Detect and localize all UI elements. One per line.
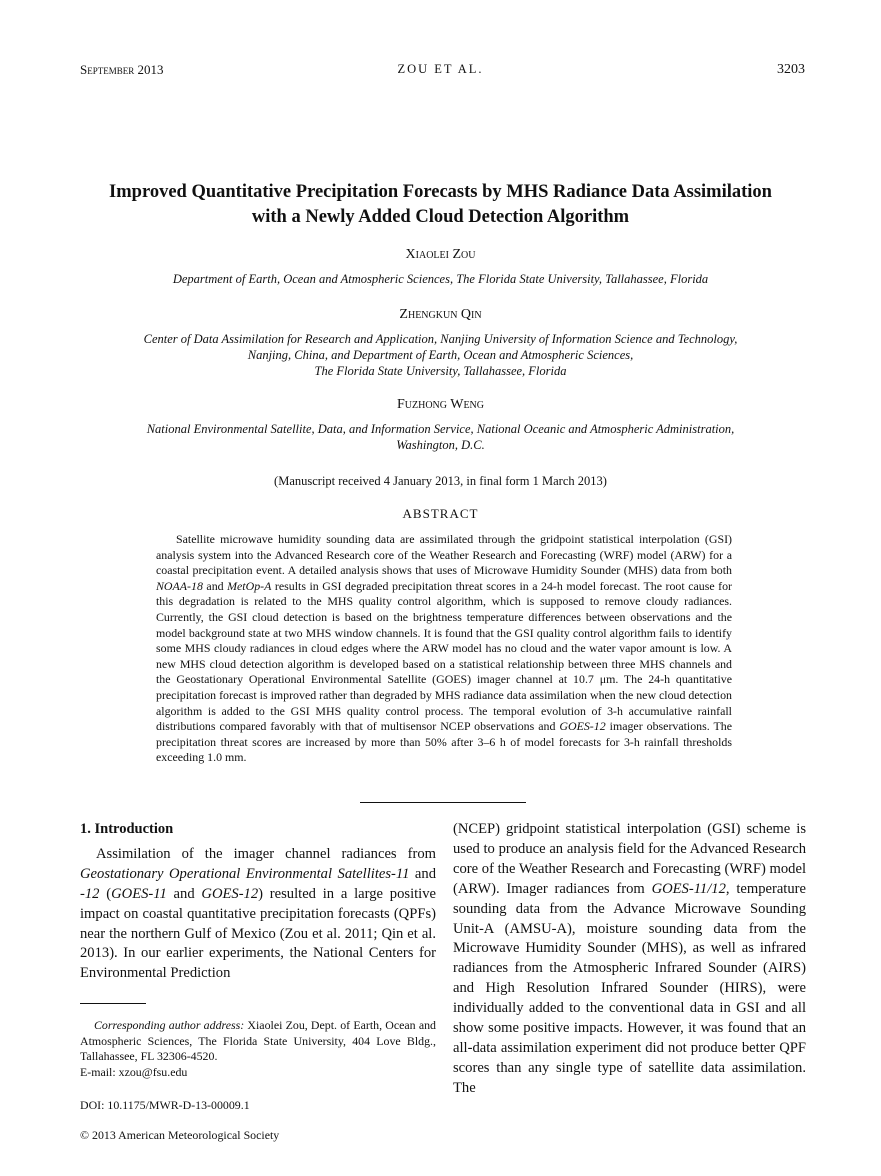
copyright: © 2013 American Meteorological Society	[80, 1128, 280, 1142]
author-affiliation-3: National Environmental Satellite, Data, and Information Service, National Oceanic and Atmospheric Administration, Washington, D.C.	[146, 422, 735, 452]
intro-paragraph: Assimilation of the imager channel radiances from Geostationary Operational Environmental Satellites-11 and -12 (GOES-11 and GOES-12) resulted in a large positive impact on coastal quantitative precipitation forecasts (QPFs) near the northern Gulf of Mexico (Zou et al. 2011; Qin et al. 2013). In our earlier experiments, the National Centers for Environmental Prediction	[80, 845, 437, 982]
title-line-1: Improved Quantitative Precipitation Forecasts by MHS Radiance Data Assimilation	[109, 182, 772, 202]
author-affiliation-2: Center of Data Assimilation for Research and Application, Nanjing University of Information Science and Technology, Nanjing, China, and Department of Earth, Ocean and Atmospheric Sciences, The Florida State University, Tallahassee, Florida	[143, 332, 738, 378]
right-column	[453, 820, 806, 1099]
abstract-heading: ABSTRACT	[402, 506, 479, 521]
left-column	[80, 820, 436, 984]
section-heading: 1. Introduction	[80, 821, 174, 837]
manuscript-dates: (Manuscript received 4 January 2013, in final form 1 March 2013)	[274, 474, 607, 488]
doi[interactable]: DOI: 10.1175/MWR-D-13-00009.1	[80, 1098, 250, 1112]
paper-title	[60, 180, 821, 230]
page-number: 3203	[777, 62, 805, 77]
running-head-authors: ZOU ET AL.	[397, 62, 484, 76]
author-name-2: Zhengkun Qin	[399, 307, 482, 322]
abstract-body: Satellite microwave humidity sounding data are assimilated through the gridpoint statistical interpolation (GSI) analysis system into the Advanced Research core of the Weather Research and Forecasting (WRF) model (ARW) for a coastal precipitation event. A detailed analysis shows that uses of Microwave Humidity Sounder (MHS) data from both NOAA-18 and MetOp-A results in GSI degraded precipitation threat scores in a 24-h model forecast. The root cause for this degradation is related to the MHS quality control algorithm, which is supposed to remove cloudy radiances. Currently, the GSI cloud detection is based on the brightness temperature differences between observations and the model background state at two MHS window channels. It is found that the GSI quality control algorithm fails to identify some MHS cloudy radiances in cloud edges where the ARW model has no cloud and the water vapor amount is low. A new MHS cloud detection algorithm is developed based on a statistical relationship between three MHS channels and the Geostationary Operational Environmental Satellite (GOES) imager channel at 10.7 μm. The 24-h quantitative precipitation forecast is improved rather than degraded by MHS radiance data assimilation when the new cloud detection algorithm is added to the GSI MHS quality control process. The temporal evolution of 3-h accumulative rainfall distributions compared favorably with that of multisensor NCEP observations and GOES-12 imager observations. The precipitation threat scores are increased by more than 50% after 3–6 h of model forecasts for 3-h rainfall thresholds exceeding 1.0 mm.	[156, 532, 732, 765]
author-name-3: Fuzhong Weng	[396, 397, 484, 412]
intro-paragraph-continued: (NCEP) gridpoint statistical interpolation (GSI) scheme is used to produce an analysis field for the Advanced Research core of the Weather Research and Forecasting (WRF) model (ARW). Imager radiances from GOES-11/12, temperature sounding data from the Advance Microwave Sounding Unit-A (AMSU-A), moisture sounding data from the Microwave Humidity Sounder (MHS), as well as infrared radiances from the Atmospheric Infrared Sounder (AIRS) and High Resolution Infrared Sounder (HIRS), were individually added to the conventional data in GSI and all show some positive impacts. However, it was found that an all-data assimilation experiment did not produce better QPF scores than any single type of satellite data assimilation. The	[453, 821, 806, 1096]
footnote-divider	[80, 1003, 146, 1004]
title-line-2: with a Newly Added Cloud Detection Algorithm	[251, 207, 630, 227]
author-name-1: Xiaolei Zou	[405, 247, 476, 262]
author-email[interactable]: E-mail: xzou@fsu.edu	[80, 1064, 188, 1079]
corresponding-author-footnote: Corresponding author address: Xiaolei Zou, Dept. of Earth, Ocean and Atmospheric Sciences, The Florida State University, 404 Love Bldg., Tallahassee, FL 32306-4520. E-mail: xzou@fsu.edu	[80, 1018, 436, 1079]
running-head-month: September 2013	[80, 62, 164, 77]
abstract-divider	[360, 802, 526, 803]
author-affiliation-1: Department of Earth, Ocean and Atmospheric Sciences, The Florida State University, Tallahassee, Florida	[172, 272, 709, 286]
